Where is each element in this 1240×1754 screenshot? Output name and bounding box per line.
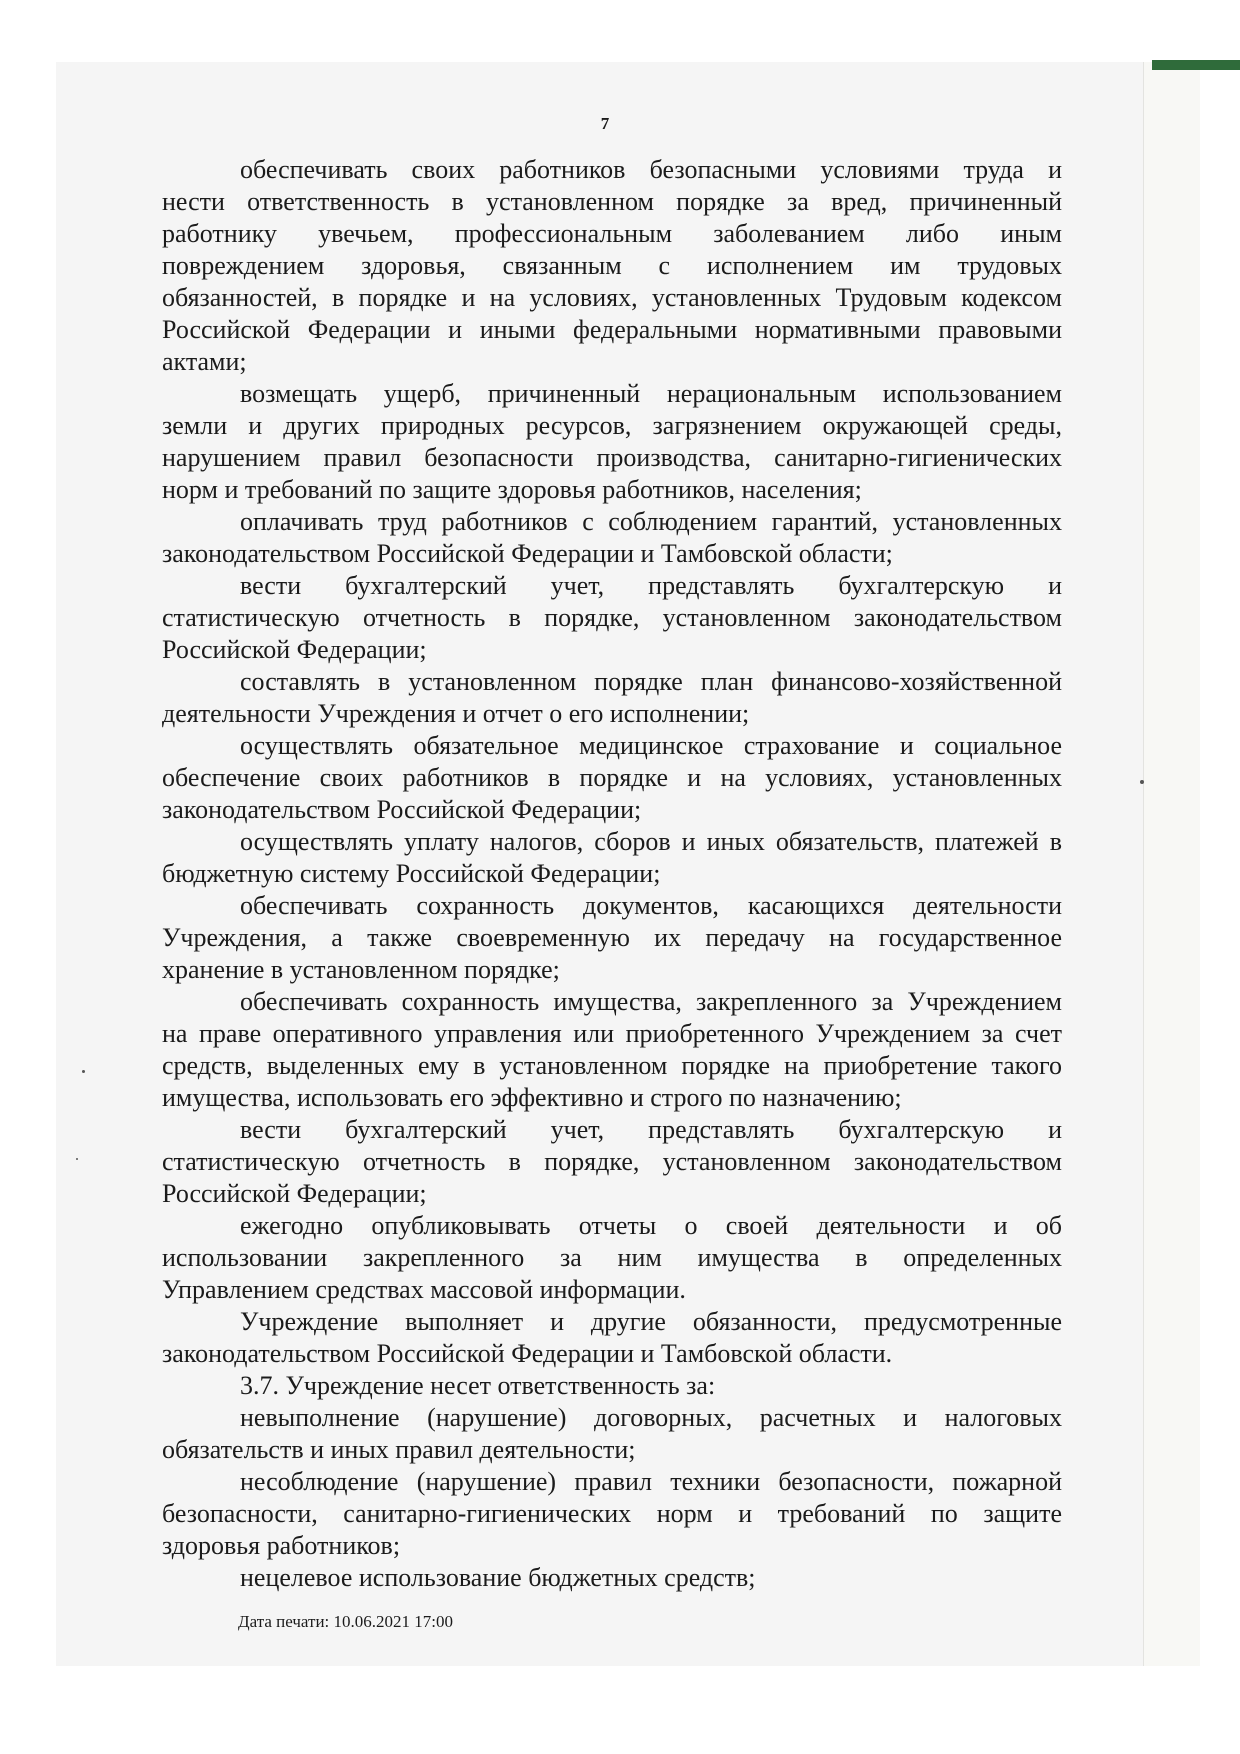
text-line: повреждением здоровья, связанным с исполнением им трудовых [162, 251, 1062, 280]
text-line: нарушением правил безопасности производства, санитарно-гигиенических [162, 443, 1062, 472]
text-line: нецелевое использование бюджетных средств; [240, 1563, 756, 1592]
text-line: деятельности Учреждения и отчет о его исполнении; [162, 699, 750, 728]
text-line: обеспечивать сохранность имущества, закрепленного за Учреждением [240, 987, 1062, 1016]
text-line: законодательством Российской Федерации и Тамбовской области. [162, 1339, 893, 1368]
text-line: здоровья работников; [162, 1531, 401, 1560]
text-line: нести ответственность в установленном порядке за вред, причиненный [162, 187, 1062, 216]
text-line: составлять в установленном порядке план финансово-хозяйственной [240, 667, 1062, 696]
text-line: Российской Федерации; [162, 635, 427, 664]
text-line: обязанностей, в порядке и на условиях, установленных Трудовым кодексом [162, 283, 1062, 312]
text-line: имущества, использовать его эффективно и строго по назначению; [162, 1083, 902, 1112]
scan-edge-mark [1152, 60, 1240, 70]
text-line: невыполнение (нарушение) договорных, расчетных и налоговых [240, 1403, 1062, 1432]
text-line: Российской Федерации и иными федеральными нормативными правовыми [162, 315, 1062, 344]
text-line: вести бухгалтерский учет, представлять бухгалтерскую и [240, 1115, 1062, 1144]
text-line: вести бухгалтерский учет, представлять бухгалтерскую и [240, 571, 1062, 600]
text-line: обеспечивать своих работников безопасными условиями труда и [240, 155, 1062, 184]
text-line: оплачивать труд работников с соблюдением гарантий, установленных [240, 507, 1062, 536]
text-line: норм и требований по защите здоровья работников, населения; [162, 475, 862, 504]
text-line: безопасности, санитарно-гигиенических норм и требований по защите [162, 1499, 1062, 1528]
text-line: использовании закрепленного за ним имущества в определенных [162, 1243, 1062, 1272]
text-line: Управлением средствах массовой информации. [162, 1275, 686, 1304]
text-line: осуществлять обязательное медицинское страхование и социальное [240, 731, 1062, 760]
text-line: земли и других природных ресурсов, загрязнением окружающей среды, [162, 411, 1062, 440]
print-date-footer: Дата печати: 10.06.2021 17:00 [238, 1612, 453, 1631]
scan-edge-strip [1143, 62, 1200, 1666]
scan-speck [1140, 780, 1144, 784]
text-line: ежегодно опубликовывать отчеты о своей деятельности и об [240, 1211, 1062, 1240]
text-line: средств, выделенных ему в установленном порядке на приобретение такого [162, 1051, 1062, 1080]
text-line: хранение в установленном порядке; [162, 955, 560, 984]
text-line: возмещать ущерб, причиненный нерациональным использованием [240, 379, 1062, 408]
text-line: Учреждения, а также своевременную их передачу на государственное [162, 923, 1062, 952]
scan-speck [76, 1158, 78, 1160]
text-line: законодательством Российской Федерации и Тамбовской области; [162, 539, 893, 568]
text-line: обеспечивать сохранность документов, касающихся деятельности [240, 891, 1062, 920]
page-number: 7 [600, 114, 610, 133]
text-line: работнику увечьем, профессиональным заболеванием либо иным [162, 219, 1062, 248]
text-line: статистическую отчетность в порядке, установленном законодательством [162, 603, 1062, 632]
text-line: актами; [162, 347, 247, 376]
text-line: несоблюдение (нарушение) правил техники безопасности, пожарной [240, 1467, 1062, 1496]
text-line: бюджетную систему Российской Федерации; [162, 859, 661, 888]
text-line: статистическую отчетность в порядке, установленном законодательством [162, 1147, 1062, 1176]
text-line: обязательств и иных правил деятельности; [162, 1435, 636, 1464]
text-line: 3.7. Учреждение несет ответственность за: [240, 1371, 716, 1400]
scan-speck [82, 1070, 85, 1073]
text-line: Учреждение выполняет и другие обязанности, предусмотренные [240, 1307, 1062, 1336]
text-line: Российской Федерации; [162, 1179, 427, 1208]
text-line: обеспечение своих работников в порядке и на условиях, установленных [162, 763, 1062, 792]
text-line: на праве оперативного управления или приобретенного Учреждением за счет [162, 1019, 1062, 1048]
text-line: осуществлять уплату налогов, сборов и иных обязательств, платежей в [240, 827, 1062, 856]
text-line: законодательством Российской Федерации; [162, 795, 642, 824]
